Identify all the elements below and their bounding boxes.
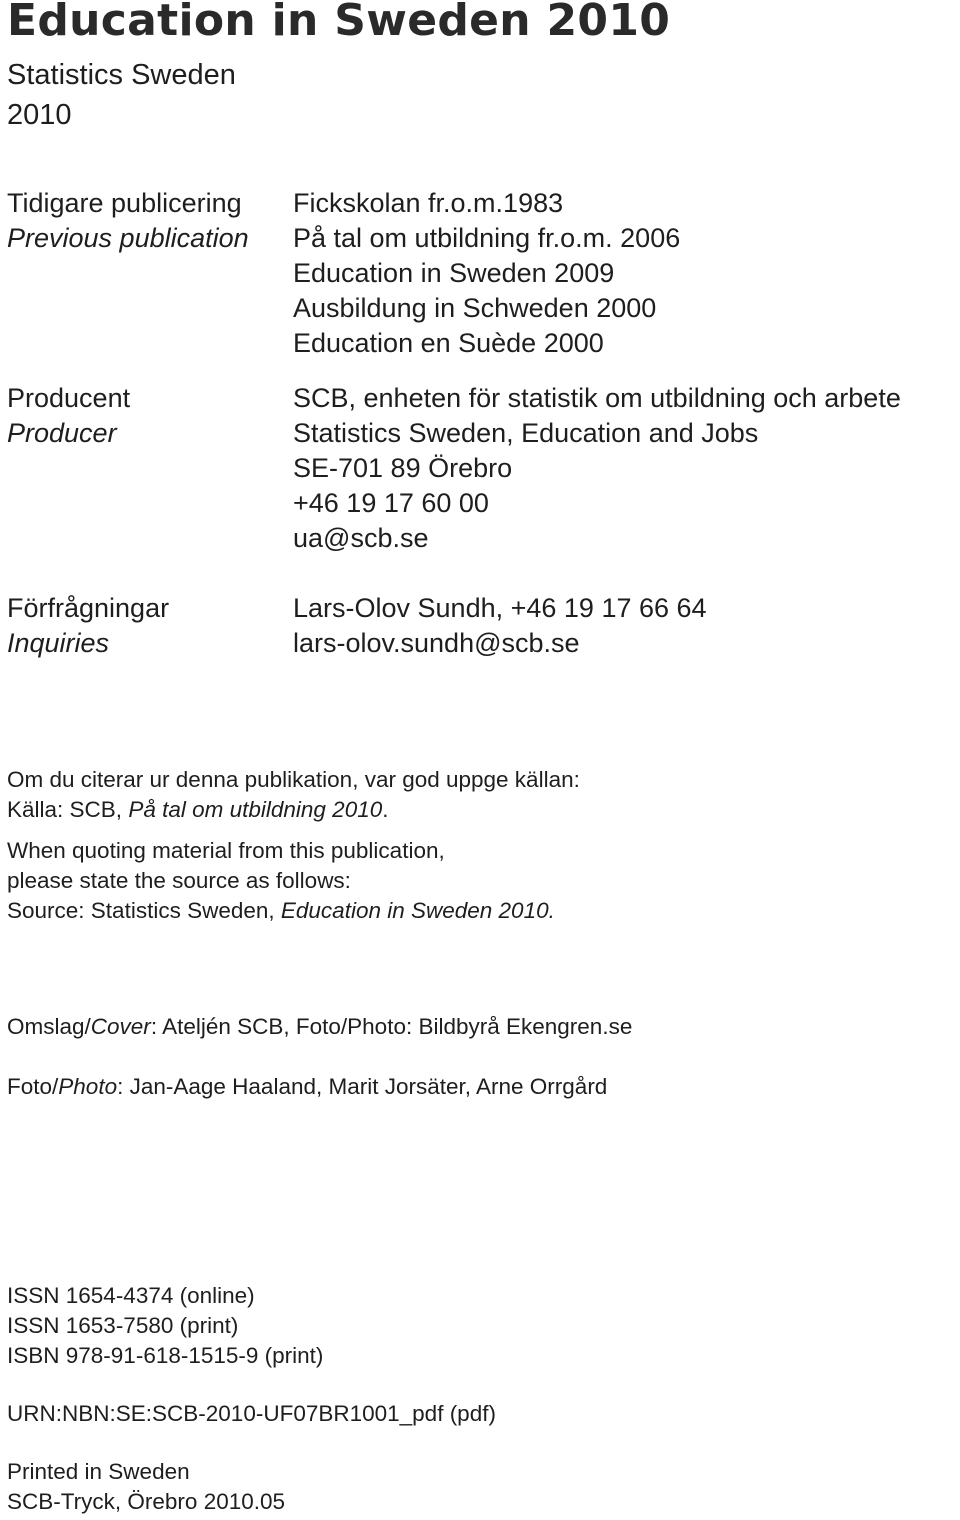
photo-credit — [7, 1072, 607, 1102]
inquiries-email: lars-olov.sundh@scb.se — [293, 628, 580, 658]
citation-sv-instruction: Om du citerar ur denna publikation, var god uppge källan: — [7, 767, 580, 792]
previous-publication-item: Fickskolan fr.o.m.1983 — [293, 188, 564, 218]
citation-sv-title: På tal om utbildning 2010 — [128, 797, 383, 822]
publication-year: 2010 — [7, 99, 72, 131]
citation-sv-suffix: . — [382, 797, 389, 822]
citation-en-line2: please state the source as follows: — [7, 868, 351, 893]
producer-address: SE-701 89 Örebro — [293, 453, 513, 483]
citation-en-source — [7, 896, 555, 926]
previous-publication-item: Ausbildung in Schweden 2000 — [293, 293, 657, 323]
printed-in: Printed in Sweden — [7, 1459, 190, 1484]
producer-line: Statistics Sweden, Education and Jobs — [293, 418, 759, 448]
cover-credit-italic: Cover — [90, 1014, 151, 1039]
issn-print: ISSN 1653-7580 (print) — [7, 1313, 239, 1338]
cover-credit-rest: : Ateljén SCB, Foto/Photo: Bildbyrå Ekengren.se — [150, 1014, 633, 1039]
previous-publication-item: Education in Sweden 2009 — [293, 258, 615, 288]
cover-credit — [7, 1012, 632, 1042]
producer-email: ua@scb.se — [293, 523, 429, 553]
citation-en-line1: When quoting material from this publication, — [7, 838, 445, 863]
inquiries-label-sv: Förfrågningar — [7, 593, 170, 623]
page-title: Education in Sweden 2010 — [7, 0, 671, 46]
citation-sv-source — [7, 795, 389, 825]
publisher: Statistics Sweden — [7, 59, 236, 91]
producer-label-en: Producer — [7, 418, 117, 448]
printer: SCB-Tryck, Örebro 2010.05 — [7, 1489, 286, 1514]
inquiries-label-en: Inquiries — [7, 628, 110, 658]
producer-label-sv: Producent — [7, 383, 131, 413]
citation-en-prefix: Source: Statistics Sweden, — [7, 898, 281, 923]
cover-credit-prefix: Omslag/ — [7, 1014, 91, 1039]
producer-phone: +46 19 17 60 00 — [293, 488, 489, 518]
photo-credit-prefix: Foto/ — [7, 1074, 59, 1099]
photo-credit-rest: : Jan-Aage Haaland, Marit Jorsäter, Arne Orrgård — [117, 1074, 608, 1099]
previous-publication-label-en: Previous publication — [7, 223, 249, 253]
isbn-print: ISBN 978-91-618-1515-9 (print) — [7, 1343, 324, 1368]
photo-credit-italic: Photo — [58, 1074, 118, 1099]
issn-online: ISSN 1654-4374 (online) — [7, 1283, 255, 1308]
citation-en-title: Education in Sweden 2010. — [280, 898, 555, 923]
inquiries-contact: Lars-Olov Sundh, +46 19 17 66 64 — [293, 593, 707, 623]
citation-sv-prefix: Källa: SCB, — [7, 797, 129, 822]
producer-line: SCB, enheten för statistik om utbildning och arbete — [293, 383, 901, 413]
previous-publication-item: Education en Suède 2000 — [293, 328, 604, 358]
previous-publication-item: På tal om utbildning fr.o.m. 2006 — [293, 223, 681, 253]
urn: URN:NBN:SE:SCB-2010-UF07BR1001_pdf (pdf) — [7, 1401, 496, 1426]
previous-publication-label-sv: Tidigare publicering — [7, 188, 242, 218]
